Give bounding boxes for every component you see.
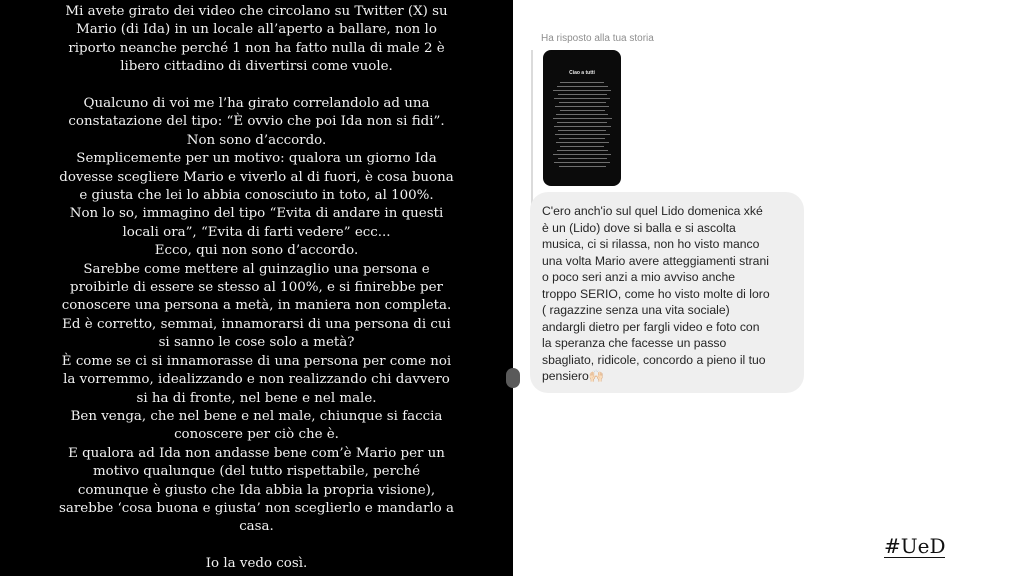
- story-line: conoscere per ciò che è.: [174, 427, 339, 443]
- message-line: pensiero🙌🏻: [542, 369, 604, 383]
- story-reply-card: [530, 30, 856, 392]
- thumbnail-text-line: [558, 94, 607, 95]
- thumbnail-text-line: [554, 162, 610, 163]
- story-line: È come se ci si innamorasse di una persona per come noi: [61, 353, 452, 369]
- story-thumbnail-title: Ciao a tutti: [569, 70, 595, 76]
- thumbnail-text-line: [555, 106, 609, 107]
- reply-quote-bar: [531, 50, 533, 208]
- story-line: casa.: [239, 519, 274, 535]
- thumbnail-text-line: [554, 126, 611, 127]
- message-line: o poco seri anzi a mio avviso anche: [542, 270, 736, 284]
- hashtag-watermark: #UeD: [884, 534, 946, 558]
- story-line: Io la vedo così.: [205, 556, 308, 572]
- thumbnail-text-line: [553, 90, 611, 91]
- story-line: Ecco, qui non sono d’accordo.: [154, 243, 359, 259]
- story-line: proibirle di essere se stesso al 100%, e si finirebbe per: [70, 280, 443, 296]
- thumbnail-text-line: [558, 130, 606, 131]
- thumbnail-text-line: [553, 118, 612, 119]
- message-text: [542, 203, 804, 385]
- story-line: motivo qualunque (del tutto rispettabile, perché: [92, 464, 421, 480]
- story-paragraph: [0, 555, 513, 573]
- message-bubble[interactable]: [530, 192, 804, 393]
- story-line: locali ora”, “Evita di farti vedere” ecc...: [122, 224, 391, 240]
- story-line: la vorremmo, idealizzando e non realizzando chi davvero: [63, 372, 450, 388]
- message-line: andargli dietro per fargli video e foto con: [542, 319, 760, 334]
- story-line: Mi avete girato dei video che circolano su Twitter (X) su: [65, 4, 448, 19]
- story-line: si sanno le cose solo a metà?: [158, 335, 355, 351]
- thumbnail-text-line: [558, 158, 607, 159]
- message-line: troppo SERIO, come ho visto molte di loro: [542, 286, 770, 301]
- message-line: sbagliato, ridicole, concordo a pieno il tuo: [542, 352, 766, 367]
- story-text: [0, 3, 513, 576]
- message-line: musica, ci si rilassa, non ho visto manco: [542, 237, 760, 251]
- avatar: [506, 368, 520, 388]
- story-line: Non sono d’accordo.: [186, 132, 327, 148]
- story-line: Sarebbe come mettere al guinzaglio una persona e: [83, 261, 430, 277]
- story-line: sarebbe ‘cosa buona e giusta’ non sceglierlo e mandarlo a: [59, 500, 454, 516]
- story-thumbnail[interactable]: [543, 50, 621, 186]
- thumbnail-text-line: [559, 166, 606, 167]
- message-line: una volta Mario avere atteggiamenti strani: [542, 253, 769, 268]
- message-line: ( ragazzine senza una vita sociale): [542, 303, 730, 317]
- story-line: libero cittadino di divertirsi come vuole.: [120, 59, 393, 75]
- story-line: comunque è giusto che Ida abbia la propria visione),: [77, 482, 436, 498]
- thumbnail-text-line: [560, 146, 604, 147]
- reply-header: Ha risposto alla tua storia: [541, 33, 654, 44]
- thumbnail-text-line: [556, 114, 608, 115]
- story-line: Qualcuno di voi me l’ha girato correlandolo ad una: [83, 96, 430, 112]
- message-line: la speranza che facesse un passo: [542, 336, 727, 350]
- thumbnail-text-line: [557, 86, 608, 87]
- story-line: Mario (di Ida) in un locale all’aperto a ballare, non lo: [76, 22, 437, 38]
- thumbnail-text-line: [554, 98, 610, 99]
- story-line: si ha di fronte, nel bene e nel male.: [136, 390, 377, 406]
- story-line: Non lo so, immagino del tipo “Evita di andare in questi: [69, 206, 444, 222]
- story-paragraph: [0, 95, 513, 537]
- thumbnail-text-line: [555, 134, 610, 135]
- story-line: conoscere una persona a metà, in maniera non completa.: [61, 298, 452, 314]
- story-line: constatazione del tipo: “È ovvio che poi Ida non si fidi”.: [68, 114, 445, 130]
- story-line: e giusta che lei lo abbia conosciuto in toto, al 100%.: [79, 188, 434, 204]
- story-line: dovesse scegliere Mario e viverlo al di fuori, è cosa buona: [59, 169, 454, 185]
- story-line: Semplicemente per un motivo: qualora un giorno Ida: [76, 151, 437, 167]
- story-line: Ben venga, che nel bene e nel male, chiunque si faccia: [70, 408, 443, 424]
- story-paragraph: [0, 3, 513, 77]
- story-line: E qualora ad Ida non andasse bene com’è Mario per un: [68, 445, 445, 461]
- thumbnail-text-line: [557, 150, 608, 151]
- story-line: riporto neanche perché 1 non ha fatto nulla di male 2 è: [68, 40, 445, 56]
- thumbnail-text-line: [560, 110, 605, 111]
- message-line: è un (Lido) dove si balla e si ascolta: [542, 220, 736, 235]
- thumbnail-text-line: [553, 154, 611, 155]
- story-line: Ed è corretto, semmai, innamorarsi di una persona di cui: [62, 316, 451, 332]
- thumbnail-text-line: [559, 102, 606, 103]
- thumbnail-text-line: [557, 122, 607, 123]
- thumbnail-text-line: [560, 82, 604, 83]
- thumbnail-text-line: [559, 138, 605, 139]
- message-line: C'ero anch'io sul quel Lido domenica xké: [542, 204, 763, 218]
- thumbnail-text-line: [556, 142, 609, 143]
